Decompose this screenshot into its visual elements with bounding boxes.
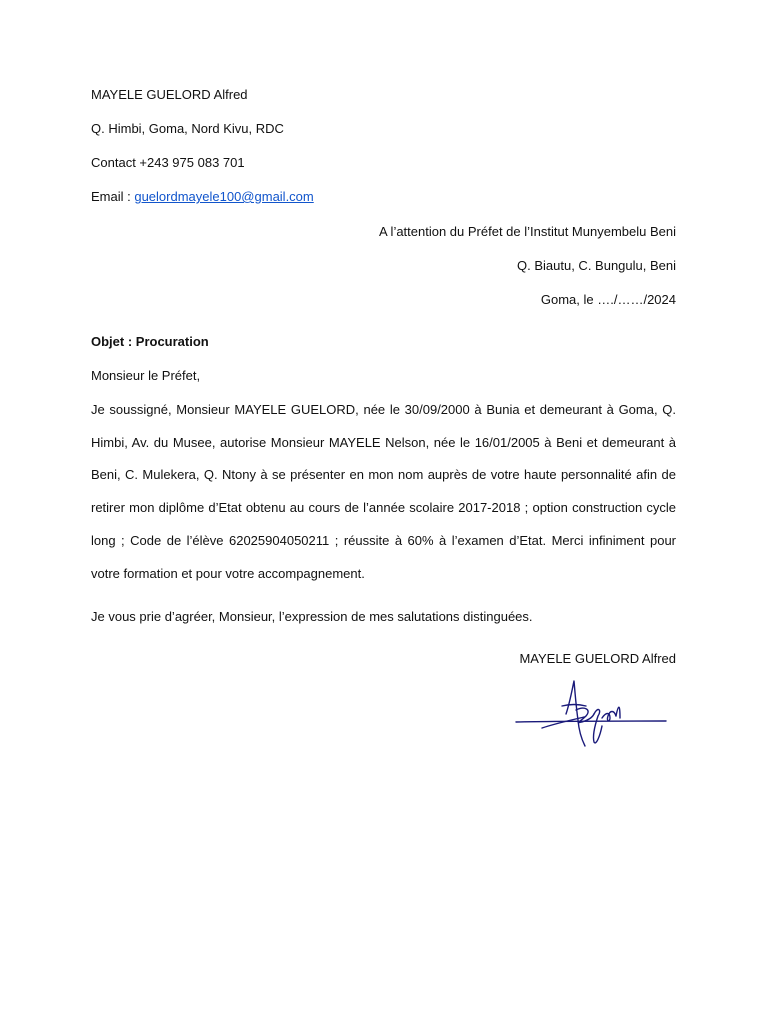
closing-formula: Je vous prie d’agréer, Monsieur, l’expression de mes salutations distinguées.: [91, 609, 533, 624]
salutation: Monsieur le Préfet,: [91, 368, 201, 383]
recipient-attention: A l’attention du Préfet de l’Institut Munyembelu Beni: [378, 224, 676, 239]
letter-body: Je soussigné, Monsieur MAYELE GUELORD, née le 30/09/2000 à Bunia et demeurant à Goma, Q. Himbi, Av. du Musee, autorise Monsieur MAYELE Nelson, née le 16/01/2005 à Beni et demeurant à Beni, C. Mulekera, Q. Ntony à se présenter en mon nom auprès de votre haute personnalité afin de retirer mon diplôme d’Etat obtenu au cours de l’année scolaire 2017-2018 ; option construction cycle long ; Code de l’élève 62025904050211 ; réussite à 60% à l’examen d’Etat. Merci infiniment pour votre formation et pour votre accompagnement.: [91, 402, 676, 581]
sender-email-line: [91, 189, 676, 205]
sender-contact: Contact +243 975 083 701: [91, 155, 245, 170]
signatory-name: MAYELE GUELORD Alfred: [519, 651, 676, 666]
email-label: Email :: [91, 189, 135, 204]
letter-date: Goma, le …./……/2024: [540, 292, 676, 307]
handwritten-signature: [512, 676, 672, 752]
sender-name: MAYELE GUELORD Alfred: [91, 87, 248, 102]
sender-address: Q. Himbi, Goma, Nord Kivu, RDC: [91, 121, 284, 136]
recipient-address: Q. Biautu, C. Bungulu, Beni: [517, 258, 676, 273]
letter-subject: Objet : Procuration: [91, 334, 209, 349]
email-link[interactable]: guelordmayele100@gmail.com: [134, 189, 314, 204]
